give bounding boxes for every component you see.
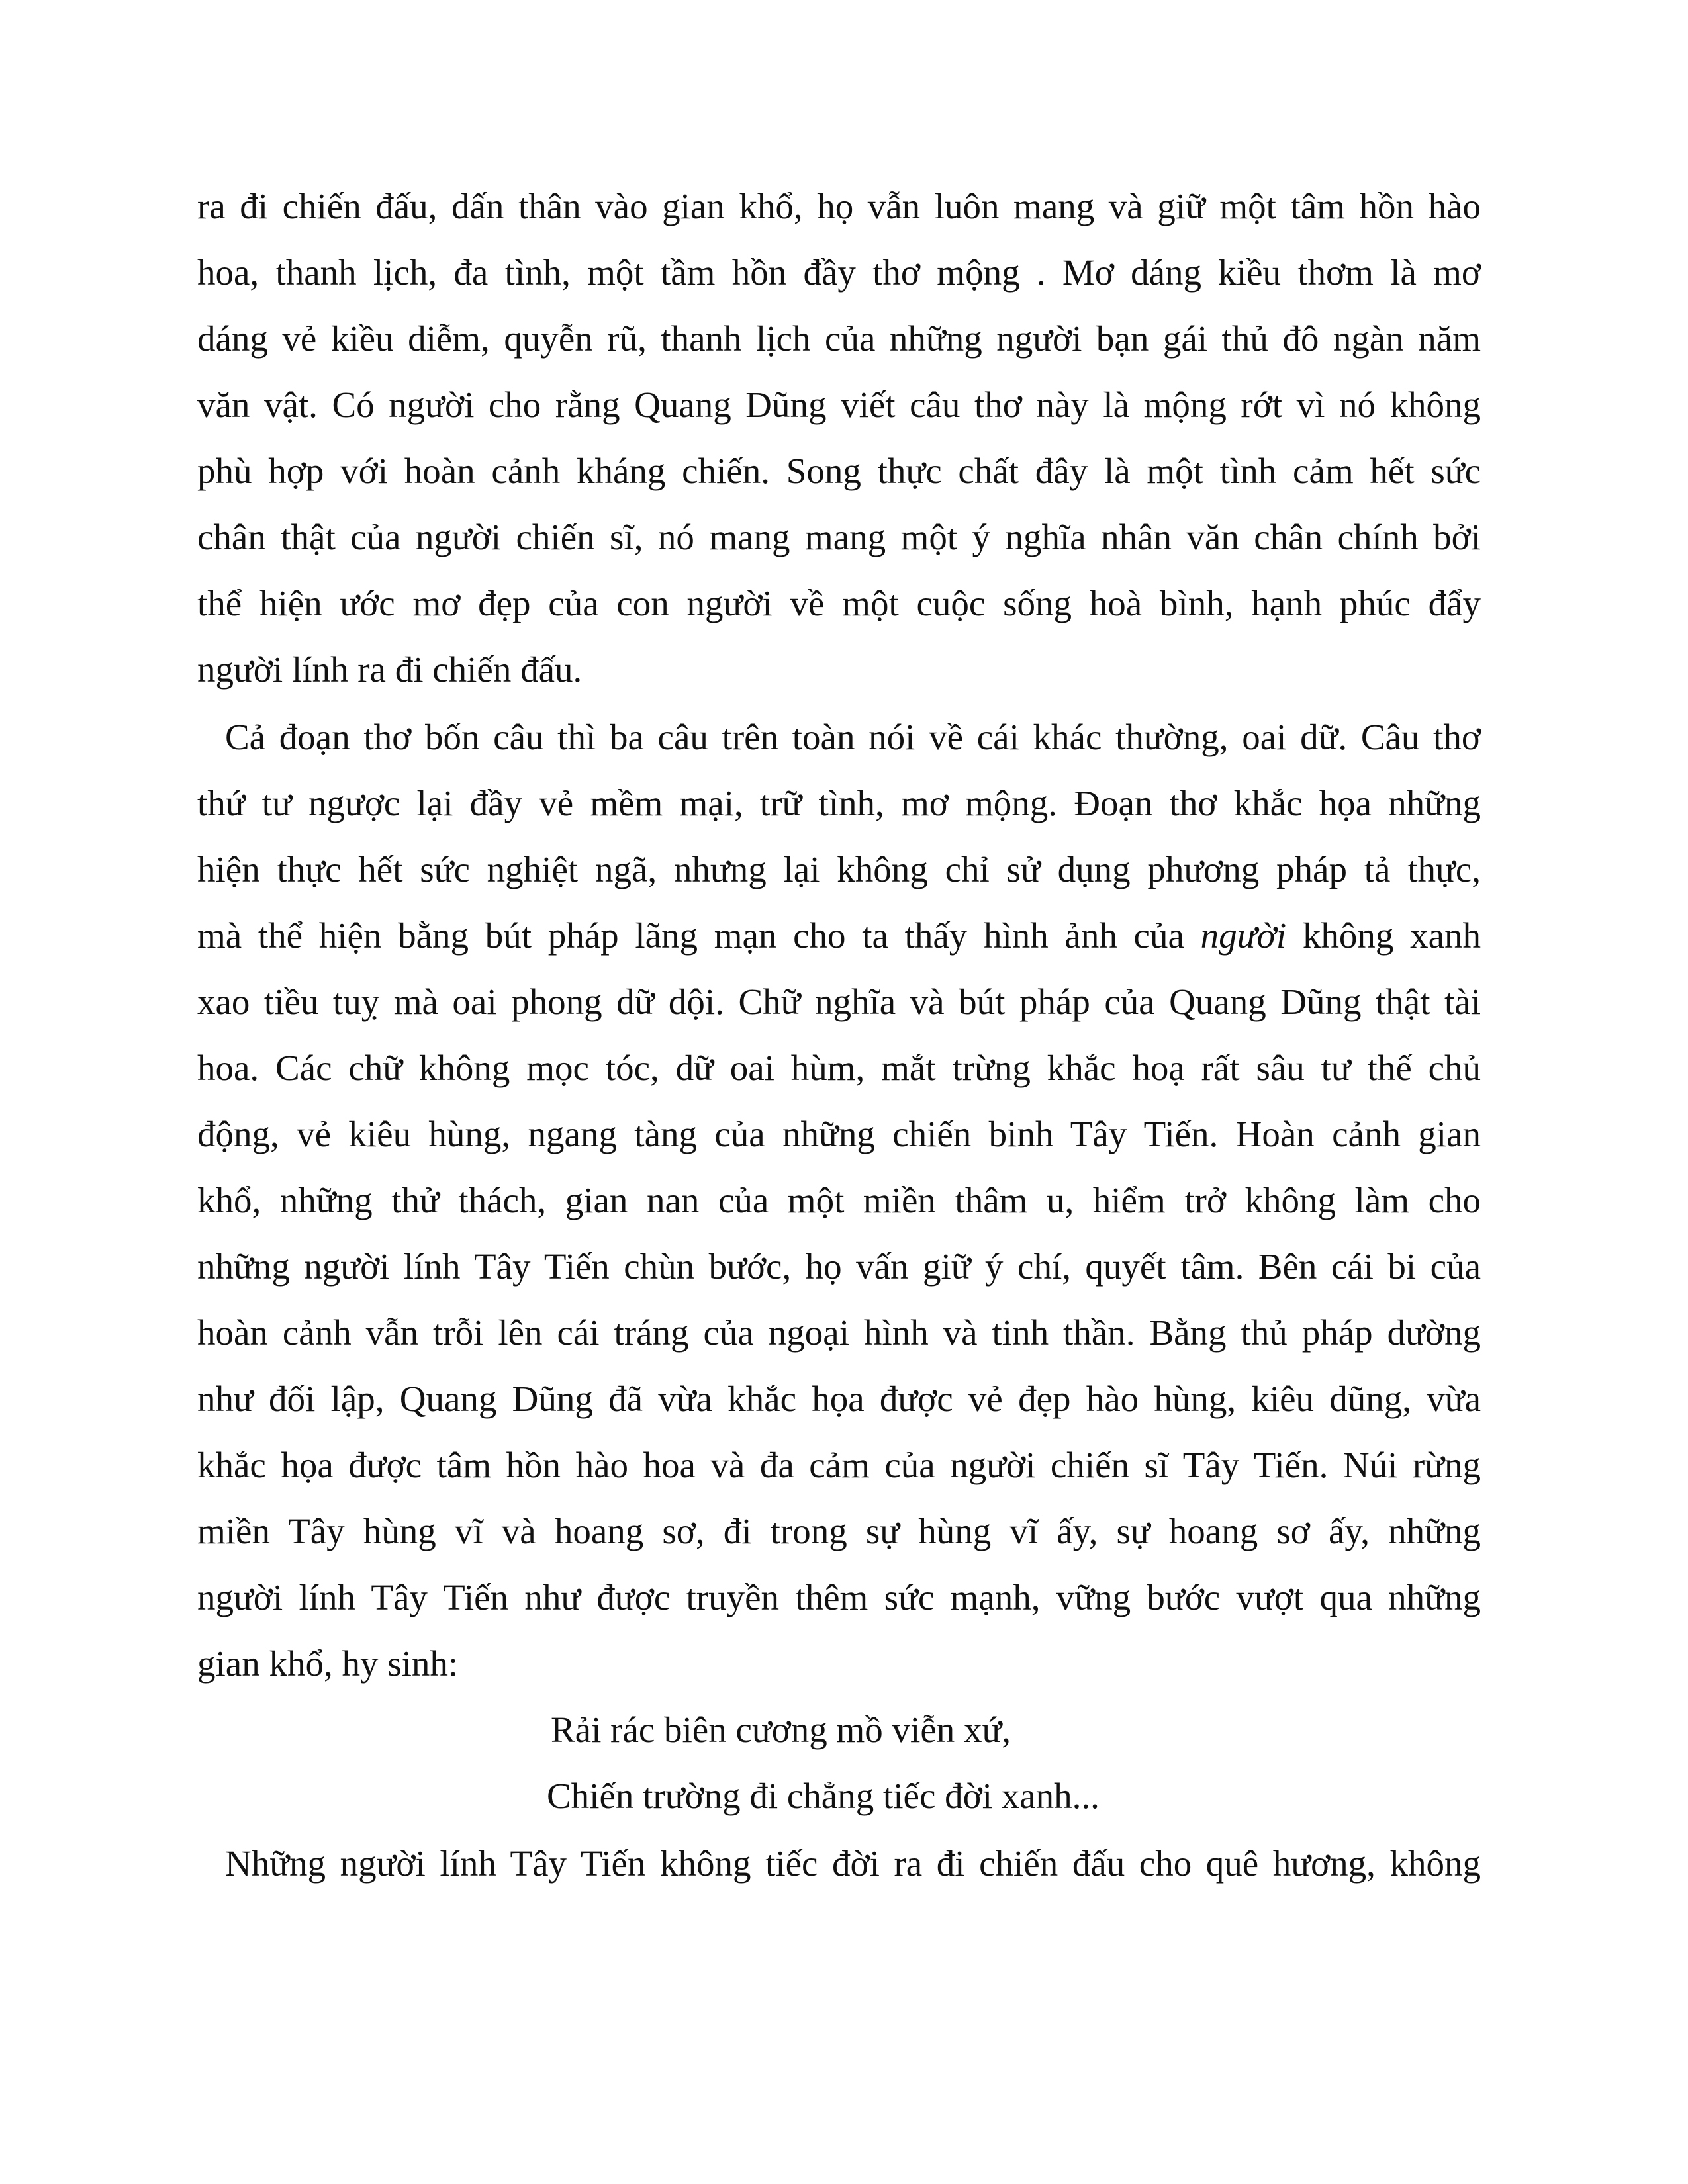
paragraph-1-line-2: hoa, thanh lịch, đa tình, một tầm hồn đầy thơ mộng . Mơ dáng kiều thơm là mơ [197,252,1481,293]
paragraph-2-line-8: khổ, những thử thách, gian nan của một miền thâm u, hiểm trở không làm cho [197,1180,1481,1220]
paragraph-2-line-10: hoàn cảnh vẫn trỗi lên cái tráng của ngoại hình và tinh thần. Bằng thủ pháp dường [197,1312,1481,1353]
paragraph-2-line-11: như đối lập, Quang Dũng đã vừa khắc họa được vẻ đẹp hào hùng, kiêu dũng, vừa [197,1379,1481,1419]
paragraph-1-line-8: người lính ra đi chiến đấu. [197,649,583,690]
verse-line-1-row [0,1697,1688,1763]
paragraph-1-line-6: chân thật của người chiến sĩ, nó mang mang một ý nghĩa nhân văn chân chính bởi [197,517,1481,557]
verse-line-2-row [0,1763,1688,1829]
line-4-text-before: mà thể hiện bằng bút pháp lãng mạn cho ta thấy hình ảnh của [197,915,1184,956]
paragraph-2-line-6: hoa. Các chữ không mọc tóc, dữ oai hùm, mắt trừng khắc hoạ rất sâu tư thế chủ [197,1048,1481,1088]
verse-line-1: Rải rác biên cương mồ viễn xứ, [551,1709,1011,1750]
italic-word-nguoi: người [1200,915,1287,956]
paragraph-2-line-14: người lính Tây Tiến như được truyền thêm sức mạnh, vững bước vượt qua những [197,1577,1481,1617]
verse-line-2: Chiến trường đi chẳng tiếc đời xanh... [547,1776,1100,1816]
paragraph-2-line-12: khắc họa được tâm hồn hào hoa và đa cảm của người chiến sĩ Tây Tiến. Núi rừng [197,1445,1481,1485]
paragraph-2-line-5: xao tiều tuỵ mà oai phong dữ dội. Chữ nghĩa và bút pháp của Quang Dũng thật tài [197,981,1481,1022]
paragraph-3-line-1: Những người lính Tây Tiến không tiếc đời ra đi chiến đấu cho quê hương, không [225,1843,1481,1884]
paragraph-2-line-3: hiện thực hết sức nghiệt ngã, nhưng lại không chỉ sử dụng phương pháp tả thực, [197,849,1481,889]
line-4-text-after: không xanh [1302,915,1481,956]
paragraph-2-line-4 [197,903,1481,969]
paragraph-1-line-1: ra đi chiến đấu, dấn thân vào gian khổ, họ vẫn luôn mang và giữ một tâm hồn hào [197,186,1481,226]
paragraph-2-line-2: thứ tư ngược lại đầy vẻ mềm mại, trữ tình, mơ mộng. Đoạn thơ khắc họa những [197,783,1481,823]
paragraph-1-line-7: thể hiện ước mơ đẹp của con người về một cuộc sống hoà bình, hạnh phúc đẩy [197,583,1481,623]
paragraph-2-line-7: động, vẻ kiêu hùng, ngang tàng của những chiến binh Tây Tiến. Hoàn cảnh gian [197,1114,1481,1154]
paragraph-2-line-1: Cả đoạn thơ bốn câu thì ba câu trên toàn nói về cái khác thường, oai dữ. Câu thơ [225,717,1481,757]
paragraph-1-line-5: phù hợp với hoàn cảnh kháng chiến. Song thực chất đây là một tình cảm hết sức [197,451,1481,491]
paragraph-2-line-9: những người lính Tây Tiến chùn bước, họ vấn giữ ý chí, quyết tâm. Bên cái bi của [197,1246,1481,1287]
paragraph-2-line-15: gian khổ, hy sinh: [197,1643,459,1684]
paragraph-1-line-3: dáng vẻ kiều diễm, quyễn rũ, thanh lịch của những người bạn gái thủ đô ngàn năm [197,318,1481,359]
paragraph-2-line-13: miền Tây hùng vĩ và hoang sơ, đi trong sự hùng vĩ ấy, sự hoang sơ ấy, những [197,1511,1481,1551]
paragraph-1-line-4: văn vật. Có người cho rằng Quang Dũng viết câu thơ này là mộng rớt vì nó không [197,385,1481,425]
